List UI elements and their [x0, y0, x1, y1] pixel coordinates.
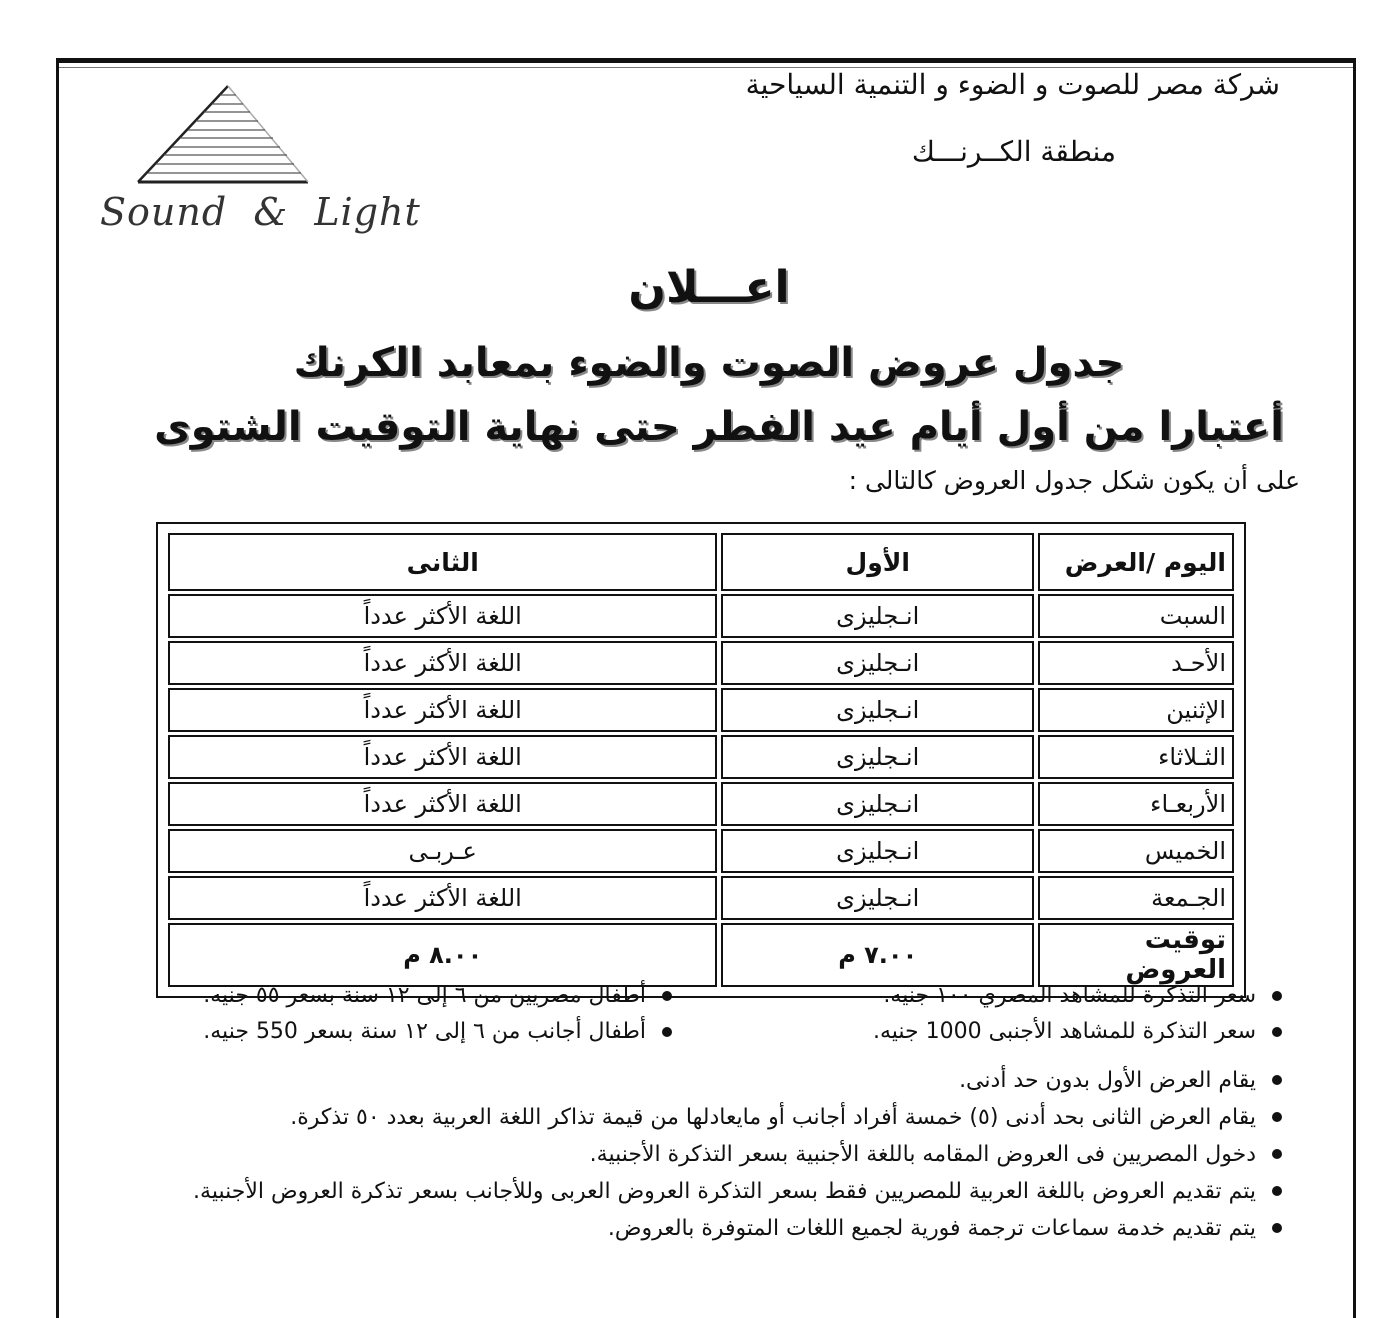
list-item: يقام العرض الثانى بحد أدنى (٥) خمسة أفراد أجانب أو مايعادلها من قيمة تذاكر اللغة العربية بعدد ٥٠ تذكرة. — [68, 1099, 1288, 1136]
day-cell: الخميس — [1038, 829, 1234, 873]
table-header-row — [168, 533, 1234, 591]
second-show-cell: اللغة الأكثر عدداً — [168, 735, 717, 779]
adult-prices-list — [728, 978, 1288, 1050]
announcement-title: اعـــلان — [628, 262, 790, 313]
first-show-time: ٧.٠٠ م — [721, 923, 1034, 987]
table-row — [168, 829, 1234, 873]
list-item: سعر التذكرة للمشاهد الأجنبى 1000 جنيه. — [728, 1014, 1288, 1050]
second-show-cell: اللغة الأكثر عدداً — [168, 641, 717, 685]
table-row — [168, 876, 1234, 920]
list-item: أطفال أجانب من ٦ إلى ١٢ سنة بسعر 550 جنيه. — [118, 1014, 678, 1050]
pyramid-icon — [118, 80, 318, 185]
second-show-cell: اللغة الأكثر عدداً — [168, 594, 717, 638]
day-cell: الأحـد — [1038, 641, 1234, 685]
second-show-cell: اللغة الأكثر عدداً — [168, 688, 717, 732]
intro-text: على أن يكون شكل جدول العروض كالتالى : — [848, 466, 1300, 495]
table-row — [168, 641, 1234, 685]
logo-text: Sound & Light — [100, 190, 421, 234]
day-cell: الأربعـاء — [1038, 782, 1234, 826]
table-row — [168, 782, 1234, 826]
second-show-cell: اللغة الأكثر عدداً — [168, 782, 717, 826]
first-show-cell: انـجليزى — [721, 876, 1034, 920]
first-show-cell: انـجليزى — [721, 829, 1034, 873]
schedule-title: جدول عروض الصوت والضوء بمعابد الكرنك — [293, 340, 1125, 386]
first-show-cell: انـجليزى — [721, 735, 1034, 779]
second-show-time: ٨.٠٠ م — [168, 923, 717, 987]
table-row — [168, 735, 1234, 779]
table-row — [168, 594, 1234, 638]
first-show-cell: انـجليزى — [721, 688, 1034, 732]
terms-list — [68, 1062, 1288, 1247]
second-show-cell: اللغة الأكثر عدداً — [168, 876, 717, 920]
first-show-cell: انـجليزى — [721, 594, 1034, 638]
child-prices-list — [118, 978, 678, 1050]
validity-title: أعتبارا من أول أيام عيد الفطر حتى نهاية التوقيت الشتوى — [154, 404, 1284, 450]
timing-label: توقيت العروض — [1038, 923, 1234, 987]
day-cell: السبت — [1038, 594, 1234, 638]
day-cell: الإثنين — [1038, 688, 1234, 732]
sound-and-light-logo — [96, 80, 421, 240]
header-first-show: الأول — [721, 533, 1034, 591]
list-item: سعر التذكرة للمشاهد المصري ١٠٠ جنيه. — [728, 978, 1288, 1014]
header-second-show: الثانى — [168, 533, 717, 591]
list-item: دخول المصريين فى العروض المقامه باللغة الأجنبية بسعر التذكرة الأجنبية. — [68, 1136, 1288, 1173]
day-cell: الثـلاثاء — [1038, 735, 1234, 779]
first-show-cell: انـجليزى — [721, 782, 1034, 826]
list-item: أطفال مصريين من ٦ إلى ١٢ سنة بسعر ٥٥ جنيه. — [118, 978, 678, 1014]
header-day-show: اليوم /العرض — [1038, 533, 1234, 591]
list-item: يتم تقديم العروض باللغة العربية للمصريين فقط بسعر التذكرة العروض العربى وللأجانب بسعر تذكرة العروض الأجنبية. — [68, 1173, 1288, 1210]
schedule-table — [156, 522, 1246, 998]
first-show-cell: انـجليزى — [721, 641, 1034, 685]
region-name: منطقة الكــرنـــك — [911, 135, 1116, 168]
second-show-cell: عـربـى — [168, 829, 717, 873]
list-item: يقام العرض الأول بدون حد أدنى. — [68, 1062, 1288, 1099]
organization-name: شركة مصر للصوت و الضوء و التنمية السياحية — [745, 68, 1280, 101]
day-cell: الجـمعة — [1038, 876, 1234, 920]
table-row — [168, 688, 1234, 732]
list-item: يتم تقديم خدمة سماعات ترجمة فورية لجميع اللغات المتوفرة بالعروض. — [68, 1210, 1288, 1247]
